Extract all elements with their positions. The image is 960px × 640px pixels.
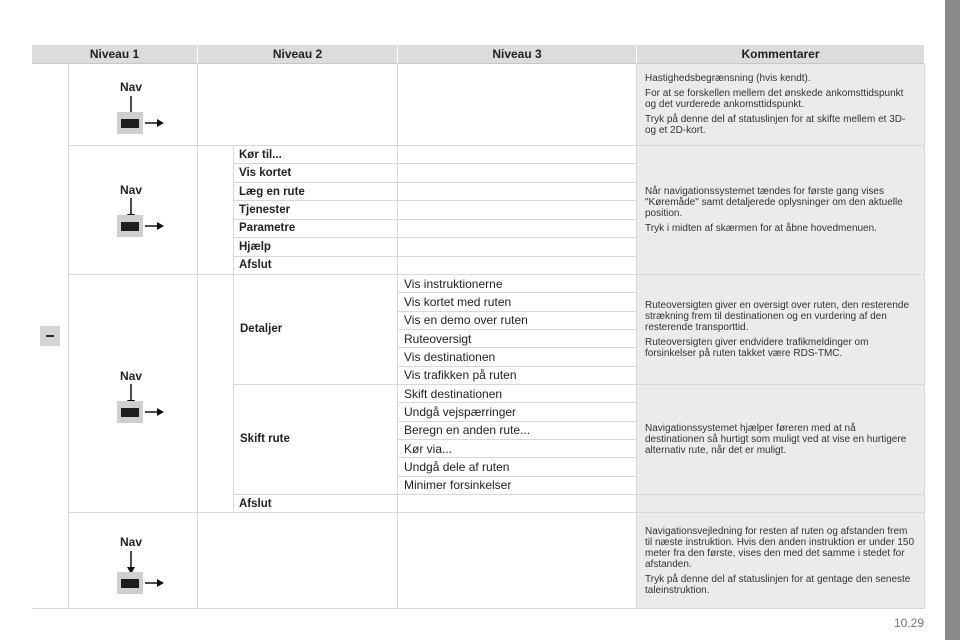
- menu-item-afslut: Afslut: [234, 257, 398, 275]
- comment-status: [637, 64, 925, 146]
- nav-cell-3: [69, 275, 198, 513]
- empty-cell: [398, 513, 637, 609]
- device-button-icon: [117, 112, 143, 134]
- empty-cell: [398, 220, 637, 238]
- empty-cell: [398, 257, 637, 275]
- comment-text: Hastighedsbegrænsning (hvis kendt).: [645, 73, 811, 84]
- comment-text: Ruteoversigten giver en oversigt over ruten, den resterende strækning frem til destinationen og en vurdering af den resterende transporttid.: [645, 299, 910, 333]
- nav-label: Nav: [119, 80, 142, 94]
- comment-text: Navigationsvejledning for resten af ruten og afstanden frem til næste instruktion. Hvis den anden instruktion er under 150 meter fra den første, vises den med det samme i stedet for afstanden.: [645, 525, 915, 570]
- menu-item-laeg-en-rute: Læg en rute: [234, 183, 398, 201]
- header-kommentarer: Kommentarer: [637, 45, 925, 64]
- item-kor-via: Kør via...: [398, 440, 637, 458]
- item-undga-dele: Undgå dele af ruten: [398, 458, 637, 476]
- device-icon: [40, 326, 60, 346]
- header-niveau-3: Niveau 3: [398, 45, 637, 64]
- menu-item-kor-til: Kør til...: [234, 146, 398, 164]
- nav-label: Nav: [119, 368, 142, 383]
- menu-item-parametre: Parametre: [234, 220, 398, 238]
- nav-cell-1: [69, 64, 198, 146]
- nav-label: Nav: [119, 535, 142, 550]
- item-beregn-anden-rute: Beregn en anden rute...: [398, 422, 637, 440]
- empty-cell: [198, 275, 234, 513]
- comment-text: Tryk på denne del af statuslinjen for at gentage den seneste taleinstruktion.: [645, 573, 911, 596]
- page-number: 10.29: [894, 616, 925, 630]
- item-undga-vejspaerringer: Undgå vejspærringer: [398, 403, 637, 421]
- right-arrow-icon: [145, 578, 165, 588]
- right-arrow-icon: [145, 118, 165, 128]
- right-arrow-icon: [145, 221, 165, 231]
- empty-cell: [398, 64, 637, 146]
- level1-icon-cell: [32, 64, 69, 609]
- nav-cell-4: [69, 513, 198, 609]
- item-skift-destinationen: Skift destinationen: [398, 385, 637, 403]
- comment-text: Navigationssystemet hjælper føreren med at nå destinationen så hurtigt som muligt ved at vise en hurtigere alternativ rute, når det er muligt.: [645, 422, 907, 456]
- menu-item-hjaelp: Hjælp: [234, 238, 398, 256]
- device-button-icon: [117, 572, 143, 594]
- header-niveau-1: Niveau 1: [32, 45, 198, 64]
- comment-main-menu: [637, 146, 925, 275]
- empty-cell: [398, 495, 637, 514]
- menu-item-tjenester: Tjenester: [234, 201, 398, 219]
- comment-text: Ruteoversigten giver endvidere trafikmeldinger om forsinkelser på ruten takket være RDS-TMC.: [645, 336, 869, 359]
- header-niveau-2: Niveau 2: [198, 45, 398, 64]
- item-vis-en-demo: Vis en demo over ruten: [398, 312, 637, 330]
- empty-comment-cell: [637, 495, 925, 514]
- empty-cell: [398, 183, 637, 201]
- comment-skift-rute: [637, 385, 925, 495]
- empty-cell: [398, 146, 637, 164]
- menu-table: [32, 45, 928, 608]
- right-arrow-icon: [145, 407, 165, 417]
- empty-cell: [198, 513, 398, 609]
- item-vis-kortet-med-ruten: Vis kortet med ruten: [398, 293, 637, 311]
- empty-cell: [198, 64, 398, 146]
- item-minimer-forsinkelser: Minimer forsinkelser: [398, 477, 637, 495]
- item-vis-destinationen: Vis destinationen: [398, 348, 637, 366]
- item-vis-trafikken: Vis trafikken på ruten: [398, 367, 637, 385]
- comment-text: Tryk på denne del af statuslinjen for at skifte mellem et 3D- og et 2D-kort.: [645, 114, 906, 136]
- empty-cell: [398, 164, 637, 182]
- item-ruteoversigt: Ruteoversigt: [398, 330, 637, 348]
- comment-guidance: [637, 513, 925, 609]
- submenu-detaljer: Detaljer: [234, 275, 398, 385]
- empty-cell: [398, 201, 637, 219]
- submenu-skift-rute: Skift rute: [234, 385, 398, 495]
- nav-label: Nav: [119, 183, 142, 197]
- comment-text: Når navigationssystemet tændes for første gang vises "Køremåde" samt detaljerede oplysninger om den aktuelle position.: [645, 185, 903, 219]
- menu-item-afslut-route: Afslut: [234, 495, 398, 514]
- empty-cell: [398, 238, 637, 256]
- device-button-icon: [117, 401, 143, 423]
- menu-item-vis-kortet: Vis kortet: [234, 164, 398, 182]
- comment-text: Tryk i midten af skærmen for at åbne hovedmenuen.: [645, 222, 877, 234]
- comment-detaljer: [637, 275, 925, 385]
- empty-cell: [198, 146, 234, 275]
- page-edge-bar: [945, 0, 960, 640]
- comment-text: For at se forskellen mellem det ønskede ankomsttidspunkt og det vurderede ankomsttidspunkt.: [645, 88, 904, 110]
- device-button-icon: [117, 215, 143, 237]
- nav-cell-2: [69, 146, 198, 275]
- item-vis-instruktionerne: Vis instruktionerne: [398, 275, 637, 293]
